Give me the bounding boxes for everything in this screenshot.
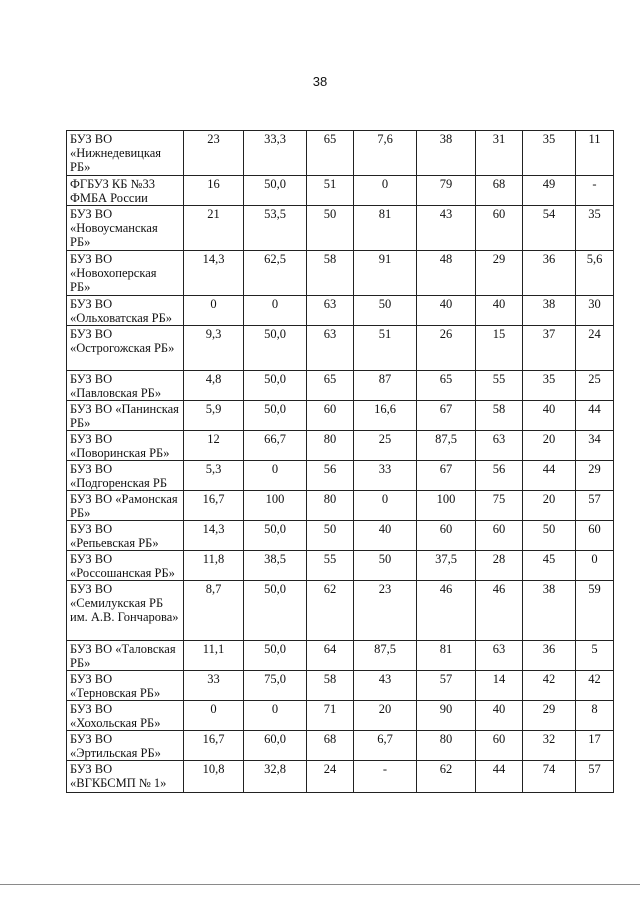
value-cell: 53,5 [244,206,307,251]
value-cell: 75,0 [244,671,307,701]
table-row [67,551,614,581]
value-cell: 62,5 [244,251,307,296]
value-cell: 14,3 [184,251,244,296]
value-cell: 60 [476,521,523,551]
table-row [67,371,614,401]
table-row [67,761,614,793]
organization-name-cell: БУЗ ВО «Ольховатская РБ» [67,296,184,326]
value-cell: 4,8 [184,371,244,401]
value-cell: 40 [476,701,523,731]
value-cell: 57 [576,761,614,793]
organization-name-cell: БУЗ ВО «Семилукская РБ им. А.В. Гончарова» [67,581,184,641]
value-cell: 38 [523,581,576,641]
table-row [67,731,614,761]
value-cell: 56 [307,461,354,491]
value-cell: 33 [184,671,244,701]
value-cell: 43 [354,671,417,701]
table-row [67,296,614,326]
value-cell: 57 [417,671,476,701]
value-cell: 57 [576,491,614,521]
value-cell: 35 [523,371,576,401]
organization-name-cell: БУЗ ВО «Поворинская РБ» [67,431,184,461]
value-cell: 54 [523,206,576,251]
value-cell: 50 [523,521,576,551]
value-cell: 50 [307,206,354,251]
value-cell: 50 [307,521,354,551]
value-cell: 46 [476,581,523,641]
value-cell: 60 [476,731,523,761]
value-cell: 65 [417,371,476,401]
value-cell: 90 [417,701,476,731]
value-cell: 65 [307,371,354,401]
value-cell: 0 [354,491,417,521]
value-cell: 37,5 [417,551,476,581]
value-cell: 25 [576,371,614,401]
value-cell: 74 [523,761,576,793]
value-cell: 60 [476,206,523,251]
value-cell: 44 [523,461,576,491]
value-cell: 66,7 [244,431,307,461]
value-cell: 16 [184,176,244,206]
organization-name-cell: БУЗ ВО «Эртильская РБ» [67,731,184,761]
value-cell: 29 [576,461,614,491]
value-cell: 50,0 [244,581,307,641]
value-cell: 0 [354,176,417,206]
table-row [67,131,614,176]
value-cell: 0 [576,551,614,581]
value-cell: - [576,176,614,206]
value-cell: 51 [307,176,354,206]
value-cell: - [354,761,417,793]
organization-name-cell: БУЗ ВО «Острогожская РБ» [67,326,184,371]
value-cell: 29 [523,701,576,731]
value-cell: 42 [523,671,576,701]
value-cell: 12 [184,431,244,461]
value-cell: 36 [523,641,576,671]
value-cell: 81 [417,641,476,671]
value-cell: 43 [417,206,476,251]
value-cell: 40 [354,521,417,551]
value-cell: 33,3 [244,131,307,176]
value-cell: 7,6 [354,131,417,176]
value-cell: 5,9 [184,401,244,431]
value-cell: 16,7 [184,731,244,761]
organization-name-cell: БУЗ ВО «Россошанская РБ» [67,551,184,581]
value-cell: 33 [354,461,417,491]
value-cell: 11 [576,131,614,176]
value-cell: 38,5 [244,551,307,581]
value-cell: 14,3 [184,521,244,551]
value-cell: 50,0 [244,371,307,401]
value-cell: 80 [307,491,354,521]
value-cell: 16,7 [184,491,244,521]
value-cell: 100 [417,491,476,521]
value-cell: 31 [476,131,523,176]
value-cell: 23 [184,131,244,176]
hospital-statistics-table [66,130,614,793]
table-row [67,401,614,431]
value-cell: 14 [476,671,523,701]
value-cell: 50 [354,551,417,581]
value-cell: 55 [476,371,523,401]
table-row [67,671,614,701]
value-cell: 60,0 [244,731,307,761]
value-cell: 81 [354,206,417,251]
value-cell: 35 [576,206,614,251]
value-cell: 58 [307,671,354,701]
table-row [67,701,614,731]
value-cell: 59 [576,581,614,641]
table-row [67,431,614,461]
value-cell: 42 [576,671,614,701]
value-cell: 63 [307,296,354,326]
value-cell: 40 [476,296,523,326]
value-cell: 8,7 [184,581,244,641]
organization-name-cell: БУЗ ВО «Терновская РБ» [67,671,184,701]
value-cell: 51 [354,326,417,371]
organization-name-cell: БУЗ ВО «Хохольская РБ» [67,701,184,731]
organization-name-cell: БУЗ ВО «Новохоперская РБ» [67,251,184,296]
table-row [67,461,614,491]
value-cell: 24 [307,761,354,793]
organization-name-cell: БУЗ ВО «Нижнедевицкая РБ» [67,131,184,176]
value-cell: 37 [523,326,576,371]
value-cell: 50,0 [244,176,307,206]
value-cell: 62 [307,581,354,641]
value-cell: 15 [476,326,523,371]
value-cell: 11,8 [184,551,244,581]
value-cell: 87,5 [354,641,417,671]
table-row [67,251,614,296]
organization-name-cell: БУЗ ВО «Новоусманская РБ» [67,206,184,251]
value-cell: 40 [523,401,576,431]
value-cell: 10,8 [184,761,244,793]
value-cell: 5,6 [576,251,614,296]
value-cell: 80 [417,731,476,761]
value-cell: 9,3 [184,326,244,371]
value-cell: 20 [523,491,576,521]
value-cell: 32,8 [244,761,307,793]
value-cell: 5 [576,641,614,671]
value-cell: 24 [576,326,614,371]
value-cell: 0 [244,461,307,491]
value-cell: 48 [417,251,476,296]
value-cell: 80 [307,431,354,461]
value-cell: 64 [307,641,354,671]
value-cell: 87,5 [417,431,476,461]
value-cell: 0 [244,296,307,326]
value-cell: 75 [476,491,523,521]
value-cell: 20 [354,701,417,731]
value-cell: 6,7 [354,731,417,761]
value-cell: 30 [576,296,614,326]
organization-name-cell: БУЗ ВО «Репьевская РБ» [67,521,184,551]
table-row [67,641,614,671]
value-cell: 46 [417,581,476,641]
value-cell: 44 [576,401,614,431]
value-cell: 65 [307,131,354,176]
value-cell: 0 [244,701,307,731]
value-cell: 62 [417,761,476,793]
value-cell: 67 [417,401,476,431]
value-cell: 45 [523,551,576,581]
organization-name-cell: БУЗ ВО «Рамонская РБ» [67,491,184,521]
value-cell: 0 [184,701,244,731]
organization-name-cell: БУЗ ВО «ВГКБСМП № 1» [67,761,184,793]
value-cell: 35 [523,131,576,176]
value-cell: 23 [354,581,417,641]
value-cell: 55 [307,551,354,581]
value-cell: 0 [184,296,244,326]
value-cell: 79 [417,176,476,206]
value-cell: 63 [307,326,354,371]
value-cell: 8 [576,701,614,731]
page-number: 38 [312,74,328,89]
value-cell: 56 [476,461,523,491]
value-cell: 49 [523,176,576,206]
organization-name-cell: БУЗ ВО «Панинская РБ» [67,401,184,431]
value-cell: 87 [354,371,417,401]
value-cell: 68 [476,176,523,206]
value-cell: 21 [184,206,244,251]
organization-name-cell: БУЗ ВО «Таловская РБ» [67,641,184,671]
value-cell: 50,0 [244,641,307,671]
value-cell: 17 [576,731,614,761]
table-row [67,206,614,251]
value-cell: 38 [417,131,476,176]
value-cell: 32 [523,731,576,761]
value-cell: 26 [417,326,476,371]
value-cell: 63 [476,641,523,671]
value-cell: 58 [476,401,523,431]
value-cell: 34 [576,431,614,461]
organization-name-cell: ФГБУЗ КБ №33 ФМБА России [67,176,184,206]
value-cell: 63 [476,431,523,461]
value-cell: 40 [417,296,476,326]
organization-name-cell: БУЗ ВО «Павловская РБ» [67,371,184,401]
value-cell: 68 [307,731,354,761]
value-cell: 60 [307,401,354,431]
value-cell: 71 [307,701,354,731]
value-cell: 50,0 [244,401,307,431]
value-cell: 11,1 [184,641,244,671]
table-row [67,176,614,206]
value-cell: 20 [523,431,576,461]
value-cell: 29 [476,251,523,296]
value-cell: 50,0 [244,326,307,371]
table-row [67,491,614,521]
table-row [67,521,614,551]
value-cell: 25 [354,431,417,461]
table-row [67,581,614,641]
value-cell: 58 [307,251,354,296]
value-cell: 60 [417,521,476,551]
value-cell: 91 [354,251,417,296]
value-cell: 67 [417,461,476,491]
table-row [67,326,614,371]
value-cell: 50 [354,296,417,326]
value-cell: 36 [523,251,576,296]
value-cell: 5,3 [184,461,244,491]
value-cell: 44 [476,761,523,793]
value-cell: 16,6 [354,401,417,431]
value-cell: 28 [476,551,523,581]
value-cell: 60 [576,521,614,551]
value-cell: 50,0 [244,521,307,551]
organization-name-cell: БУЗ ВО «Подгоренская РБ [67,461,184,491]
footer-rule [0,884,640,885]
value-cell: 38 [523,296,576,326]
value-cell: 100 [244,491,307,521]
